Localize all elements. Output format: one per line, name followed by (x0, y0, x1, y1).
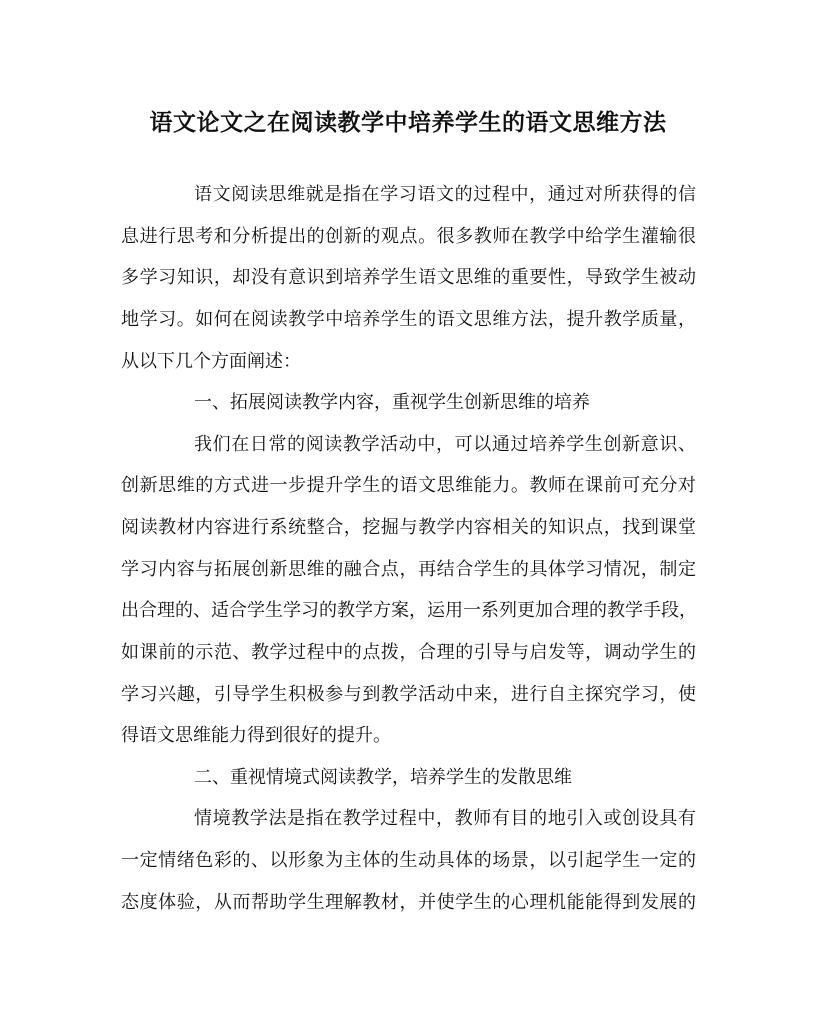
paragraph-line: 情境教学法是指在教学过程中，教师有目的地引入或创设具有 (194, 808, 696, 829)
paragraph-line: 地学习。如何在阅读教学中培养学生的语文思维方法，提升教学质量， (121, 309, 696, 330)
paragraph-line: 我们在日常的阅读教学活动中，可以通过培养学生创新意识、 (194, 434, 696, 455)
paragraph-line: 学习内容与拓展创新思维的融合点，再结合学生的具体学习情况，制定 (121, 559, 696, 580)
paragraph-line: 多学习知识，却没有意识到培养学生语文思维的重要性，导致学生被动 (121, 267, 696, 288)
paragraph-line: 出合理的、适合学生学习的教学方案，运用一系列更加合理的教学手段， (121, 600, 697, 621)
paragraph-line: 阅读教材内容进行系统整合，挖掘与教学内容相关的知识点，找到课堂 (121, 517, 696, 538)
paragraph-line: 一定情绪色彩的、以形象为主体的生动具体的场景，以引起学生一定的 (121, 850, 696, 871)
paragraph-line: 如课前的示范、教学过程中的点拨，合理的引导与启发等，调动学生的 (121, 642, 696, 663)
paragraph-line: 语文阅读思维就是指在学习语文的过程中，通过对所获得的信 (194, 184, 696, 205)
paragraph-line: 态度体验，从而帮助学生理解教材，并使学生的心理机能能得到发展的 (121, 892, 696, 913)
paragraph-line: 创新思维的方式进一步提升学生的语文思维能力。教师在课前可充分对 (121, 475, 696, 496)
document-title: 语文论文之在阅读教学中培养学生的语文思维方法 (149, 109, 667, 136)
paragraph-line: 学习兴趣，引导学生积极参与到教学活动中来，进行自主探究学习，使 (121, 684, 696, 705)
paragraph-line: 得语文思维能力得到很好的提升。 (121, 725, 391, 746)
paragraph-line: 息进行思考和分析提出的创新的观点。很多教师在教学中给学生灌输很 (121, 226, 696, 247)
section-heading: 二、重视情境式阅读教学，培养学生的发散思维 (194, 767, 572, 788)
paragraph-line: 从以下几个方面阐述： (121, 351, 301, 372)
section-heading: 一、拓展阅读教学内容，重视学生创新思维的培养 (194, 392, 590, 413)
